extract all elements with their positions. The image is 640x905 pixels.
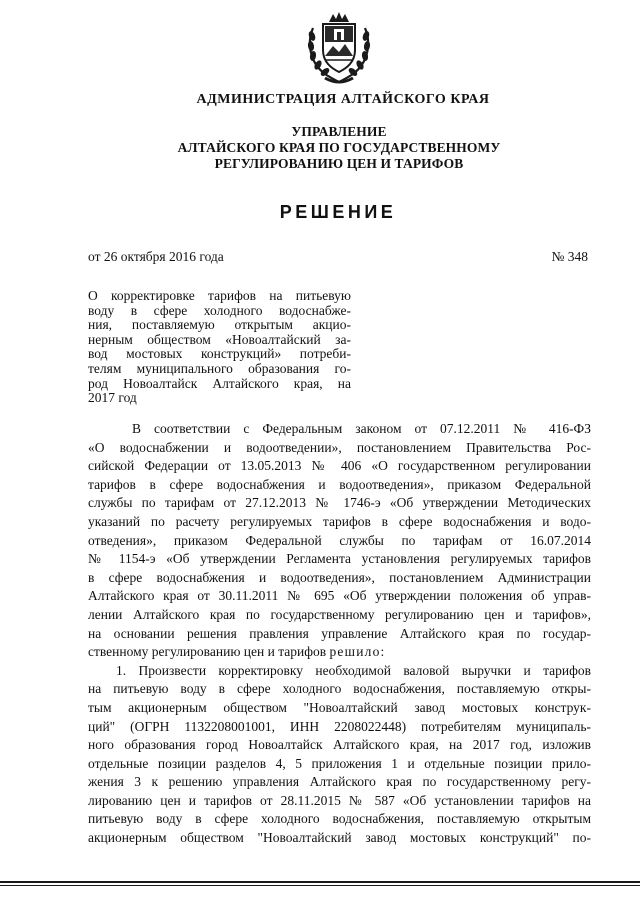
subject-line: род Новоалтайск Алтайского края, на <box>88 376 351 391</box>
body-line: ного образования город Новоалтайск Алтайского края, на 2017 год, изложив <box>88 737 591 753</box>
body-line: жения 3 к решению управления Алтайского края по государственному регу- <box>88 774 591 790</box>
subject-line: 2017 год <box>88 391 137 406</box>
body-line-text: ственному регулированию цен и тарифов <box>88 644 327 660</box>
body-line: В соответствии с Федеральным законом от 07.12.2011 № 416-ФЗ <box>132 421 591 436</box>
altai-coat-of-arms-emblem <box>303 10 375 86</box>
body-line: тарифов в сфере водоснабжения и водоотведения», приказом Федеральной <box>88 476 591 492</box>
document-number: № 348 <box>551 249 588 264</box>
subject-line: телям муниципального образования го- <box>88 361 351 376</box>
document-date: от 26 октября 2016 года <box>88 249 224 264</box>
document-body <box>88 420 591 848</box>
body-line: «О водоснабжении и водоотведении», постановлением Правительства Рос- <box>88 439 591 455</box>
body-line: отдельные позиции разделов 4, 5 приложения 1 и отдельные позиции прило- <box>88 755 591 771</box>
subject-line: ния, поставляемую открытым акцио- <box>88 318 351 333</box>
department-heading-line: РЕГУЛИРОВАНИЮ ЦЕН И ТАРИФОВ <box>214 156 464 171</box>
body-line: в сфере водоснабжения и водоотведения», постановлением Администрации <box>88 569 591 585</box>
department-heading-line: УПРАВЛЕНИЕ <box>291 124 387 139</box>
department-heading-line: АЛТАЙСКОГО КРАЯ ПО ГОСУДАРСТВЕННОМУ <box>177 140 501 155</box>
subject-line: О корректировке тарифов на питьевую <box>88 289 351 303</box>
document-subject <box>88 289 351 406</box>
body-line: отведения», приказом Федеральной службы по тарифам от 16.07.2014 <box>88 532 591 548</box>
subject-line: нерным обществом «Новоалтайский за- <box>88 332 351 347</box>
resolution-verb: решило: <box>329 644 386 660</box>
body-line: акционерным обществом "Новоалтайский завод мостовых конструкций" по- <box>88 830 591 846</box>
body-line: 1. Произвести корректировку необходимой валовой выручки и тарифов <box>116 662 591 678</box>
body-line: службы по тарифам от 27.12.2013 № 1746-э «Об утверждении Методических <box>88 495 591 511</box>
body-line <box>88 643 591 662</box>
bottom-divider-thin <box>0 885 640 886</box>
body-line: лении Алтайского края по государственному регулированию цен и тарифов», <box>88 606 591 622</box>
body-line: № 1154-э «Об утверждении Регламента установления регулируемых тарифов <box>88 551 591 567</box>
body-line: на основании решения правления управление Алтайского края по государ- <box>88 625 591 641</box>
bottom-divider <box>0 881 640 883</box>
subject-line: воду в сфере холодного водоснабже- <box>88 303 351 318</box>
body-line: Алтайского края от 30.11.2011 № 695 «Об утверждении положения об управ- <box>88 588 591 604</box>
department-heading <box>19 124 640 172</box>
body-line: сийской Федерации от 13.05.2013 № 406 «О государственном регулировании <box>88 458 591 474</box>
body-line: питьевую воду в сфере холодного водоснабжения, поставляемую открытым <box>88 811 591 827</box>
document-type-title: РЕШЕНИЕ <box>279 202 397 222</box>
body-line: лированию цен и тарифов от 28.11.2015 № 587 «Об установлении тарифов на <box>88 792 591 808</box>
administration-heading: АДМИНИСТРАЦИЯ АЛТАЙСКОГО КРАЯ <box>196 92 490 107</box>
body-line: тым акционерным обществом "Новоалтайский завод мостовых конструк- <box>88 699 591 715</box>
body-line: на питьевую воду в сфере холодного водоснабжения, поставляемую откры- <box>88 681 591 697</box>
subject-line: вод мостовых конструкций» потреби- <box>88 347 351 362</box>
body-line: ций" (ОГРН 1132208001001, ИНН 2208022448) потребителям муниципаль- <box>88 718 591 734</box>
body-line: указаний по расчету регулируемых тарифов в сфере водоснабжения и водо- <box>88 513 591 529</box>
